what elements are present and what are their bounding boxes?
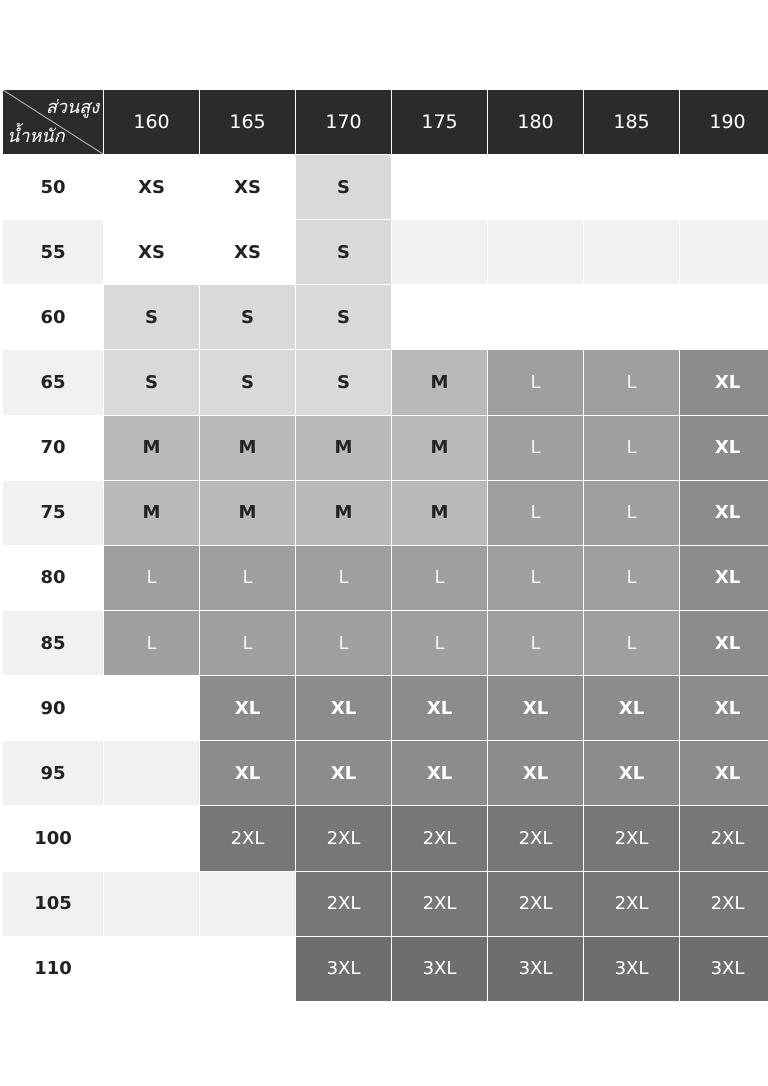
size-cell: 3XL [584, 937, 679, 1001]
size-cell: 3XL [296, 937, 391, 1001]
size-cell: XL [200, 741, 295, 805]
size-cell: L [488, 350, 583, 414]
empty-cell [584, 285, 679, 349]
size-cell: XL [392, 741, 487, 805]
size-cell: XL [680, 546, 768, 610]
size-cell: L [584, 416, 679, 480]
size-cell: 2XL [392, 872, 487, 936]
height-column-header: 180 [488, 90, 583, 154]
size-cell: 2XL [680, 806, 768, 870]
empty-cell [104, 872, 199, 936]
empty-cell [392, 220, 487, 284]
size-cell: M [104, 416, 199, 480]
size-cell: XL [680, 481, 768, 545]
size-cell: L [104, 546, 199, 610]
weight-row-header: 100 [3, 806, 103, 870]
size-cell: XS [234, 176, 261, 198]
size-cell: 3XL [680, 937, 768, 1001]
size-cell: M [392, 416, 487, 480]
size-cell: XL [200, 676, 295, 740]
size-cell: L [200, 611, 295, 675]
size-cell: M [200, 481, 295, 545]
empty-cell [200, 872, 295, 936]
empty-cell [392, 285, 487, 349]
size-cell: L [296, 546, 391, 610]
size-cell: L [104, 611, 199, 675]
size-cell: XL [680, 611, 768, 675]
size-cell: XL [680, 741, 768, 805]
weight-row-header: 55 [3, 220, 103, 284]
size-cell: M [296, 481, 391, 545]
size-cell: XL [296, 741, 391, 805]
size-cell: XL [392, 676, 487, 740]
weight-row-header: 95 [3, 741, 103, 805]
empty-cell [104, 676, 199, 740]
size-cell: L [488, 546, 583, 610]
size-cell: XL [584, 741, 679, 805]
size-cell: L [392, 546, 487, 610]
size-cell: L [200, 546, 295, 610]
height-column-header: 175 [392, 90, 487, 154]
size-cell: L [488, 611, 583, 675]
empty-cell [680, 220, 768, 284]
size-cell: L [584, 481, 679, 545]
size-cell: L [584, 350, 679, 414]
size-cell: XL [488, 676, 583, 740]
size-cell: 2XL [488, 872, 583, 936]
size-cell: M [200, 416, 295, 480]
size-cell: L [392, 611, 487, 675]
weight-row-header: 60 [3, 285, 103, 349]
size-cell: 2XL [296, 806, 391, 870]
size-cell: M [392, 481, 487, 545]
size-cell: XS [234, 241, 261, 263]
weight-row-header: 90 [3, 676, 103, 740]
size-cell: L [488, 416, 583, 480]
size-cell: 3XL [488, 937, 583, 1001]
size-cell: XL [488, 741, 583, 805]
height-column-header: 160 [104, 90, 199, 154]
size-cell: XS [138, 241, 165, 263]
corner-header [3, 90, 103, 154]
weight-row-header: 80 [3, 546, 103, 610]
size-cell: XL [680, 676, 768, 740]
size-cell: L [584, 546, 679, 610]
size-cell: 2XL [584, 806, 679, 870]
empty-cell [200, 937, 295, 1001]
size-cell: M [296, 416, 391, 480]
size-chart-table [3, 90, 768, 998]
size-cell: S [104, 285, 199, 349]
empty-cell [104, 741, 199, 805]
weight-row-header: 105 [3, 872, 103, 936]
empty-cell [104, 806, 199, 870]
size-cell: XL [584, 676, 679, 740]
height-column-header: 185 [584, 90, 679, 154]
weight-axis-label: น้ำหนัก [7, 126, 65, 147]
size-cell: 2XL [296, 872, 391, 936]
size-cell: M [392, 350, 487, 414]
empty-cell [584, 220, 679, 284]
empty-cell [680, 285, 768, 349]
height-column-header: 170 [296, 90, 391, 154]
weight-row-header: 85 [3, 611, 103, 675]
empty-cell [680, 155, 768, 219]
size-cell: XL [680, 416, 768, 480]
empty-cell [104, 937, 199, 1001]
empty-cell [584, 155, 679, 219]
size-cell: L [488, 481, 583, 545]
weight-row-header: 75 [3, 481, 103, 545]
size-cell: 2XL [584, 872, 679, 936]
size-cell: XL [680, 350, 768, 414]
size-cell: S [104, 350, 199, 414]
size-cell: S [296, 155, 391, 219]
weight-row-header: 70 [3, 416, 103, 480]
size-cell: L [296, 611, 391, 675]
size-cell: S [200, 350, 295, 414]
size-cell: 2XL [488, 806, 583, 870]
size-cell: XS [138, 176, 165, 198]
size-cell: M [104, 481, 199, 545]
empty-cell [488, 285, 583, 349]
height-axis-label: ส่วนสูง [45, 97, 99, 118]
size-cell: XL [296, 676, 391, 740]
size-cell: S [296, 285, 391, 349]
empty-cell [392, 155, 487, 219]
weight-row-header: 65 [3, 350, 103, 414]
height-column-header: 190 [680, 90, 768, 154]
empty-cell [488, 155, 583, 219]
size-cell: 2XL [680, 872, 768, 936]
weight-row-header: 50 [3, 155, 103, 219]
size-cell: S [200, 285, 295, 349]
size-cell: L [584, 611, 679, 675]
size-cell: 2XL [392, 806, 487, 870]
empty-cell [488, 220, 583, 284]
weight-row-header: 110 [3, 937, 103, 1001]
size-cell: S [296, 350, 391, 414]
height-column-header: 165 [200, 90, 295, 154]
size-cell: 3XL [392, 937, 487, 1001]
size-cell: 2XL [200, 806, 295, 870]
size-cell: S [296, 220, 391, 284]
